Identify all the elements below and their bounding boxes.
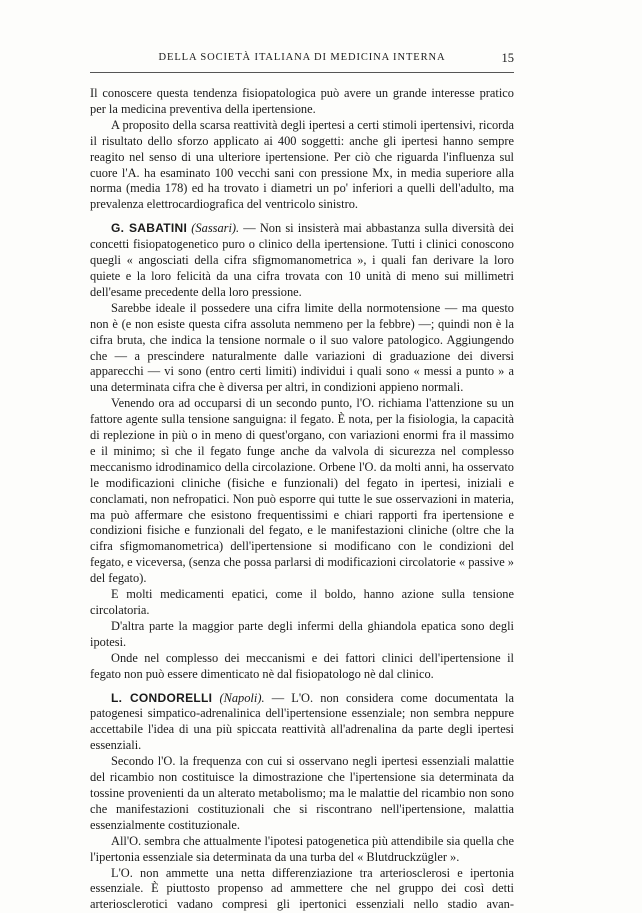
running-header xyxy=(90,52,514,68)
speaker-place: (Sassari). xyxy=(191,221,239,235)
article-body xyxy=(90,86,514,913)
paragraph: D'altra parte la maggior parte degli infermi della ghiandola epatica sono degli ipotesi. xyxy=(90,619,514,651)
paragraph-text: — L'O. non considera come documentata la patogenesi simpatico-adrenalinica dell'ipertensione essenziale; non sembra neppure accettabile l'idea di una più spiccata reattività all'adrenalina da parte degli ipertesi essenziali. xyxy=(90,691,514,753)
header-rule xyxy=(90,72,514,73)
paragraph: L'O. non ammette una netta differenziazione tra arteriosclerosi e ipertonia essenziale. È piuttosto propenso ad ammettere che nel gruppo dei così detti arteriosclerotici vadano compresi gli ipertonici essenziali nello stadio avan- xyxy=(90,866,514,913)
paragraph: Onde nel complesso dei meccanismi e dei fattori clinici dell'ipertensione il fegato non può essere dimenticato nè dal fisiopatologo nè dal clinico. xyxy=(90,651,514,683)
paragraph: All'O. sembra che attualmente l'ipotesi patogenetica più attendibile sia quella che l'ipertonia essenziale sia determinata da una turba del « Blutdruckzügler ». xyxy=(90,834,514,866)
paragraph: A proposito della scarsa reattività degli ipertesi a certi stimoli ipertensivi, ricorda il risultato dello sforzo applicato ai 400 soggetti: anche gli ipertesi hanno sempre reagito nel senso di una ulteriore ipertensione. Per ciò che riguarda l'influenza sul cuore l'A. ha esaminato 100 vecchi sani con pressione Mx, in media superiore alla norma (media 178) ed ha trovato i diametri un po' inferiori a quelli dell'adulto, ma prevalenza elettrocardiografica del ventricolo sinistro. xyxy=(90,118,514,213)
paragraph: E molti medicamenti epatici, come il boldo, hanno azione sulla tensione circolatoria. xyxy=(90,587,514,619)
paragraph: Venendo ora ad occuparsi di un secondo punto, l'O. richiama l'attenzione su un fattore agente sulla tensione sanguigna: il fegato. È nota, per la fisiologia, la capacità di replezione in più o in meno di quest'organo, con variazioni enormi fra il massimo e il minimo; sì che il fegato funge anche da valvola di sicurezza nel complesso meccanismo idrodinamico della circolazione. Orbene l'O. da molti anni, ha osservato le modificazioni cliniche (fisiche e funzionali) del fegato in ipertesi, iniziali e conclamati, non nefropatici. Non può esporre qui tutte le sue osservazioni in materia, ma può affermare che esistono frequentissimi e chiari rapporti fra ipertensione e condizioni fisiche e funzionali del fegato, e le manifestazioni cliniche (oltre che la cifra sfigmomanometrica) dell'ipertensione si modificano con le condizioni del fegato, e viceversa, (senza che possa parlarsi di modificazioni circolatorie « passive » del fegato). xyxy=(90,396,514,587)
journal-title: DELLA SOCIETÀ ITALIANA DI MEDICINA INTERNA xyxy=(90,52,514,63)
speaker-name: L. CONDORELLI xyxy=(111,691,212,705)
paragraph: Secondo l'O. la frequenza con cui si osservano negli ipertesi essenziali malattie del ricambio non costituisce la dimostrazione che l'ipertensione sia determinata da tossine provenienti da un alterato metabolismo; ma le malattie del ricambio non sono che manifestazioni costituzionali che si riscontrano nell'ipertensione, malattia essenzialmente costituzionale. xyxy=(90,754,514,834)
paragraph: Sarebbe ideale il possedere una cifra limite della normotensione — ma questo non è (e non esiste questa cifra assoluta nemmeno per la febbre) —; quindi non è la cifra bruta, che indica la tensione normale o il suo valore patologico. Aggiungendo che — a prescindere naturalmente dalle variazioni di graduazione dei diversi apparecchi — vi sono (entro certi limiti) individui i quali sono « messi a punto » a una determinata cifra che è diversa per altri, in condizioni appieno normali. xyxy=(90,301,514,396)
paragraph: Il conoscere questa tendenza fisiopatologica può avere un grande interesse pratico per la medicina preventiva della ipertensione. xyxy=(90,86,514,118)
page-number: 15 xyxy=(502,51,515,66)
speaker-place: (Napoli). xyxy=(219,691,264,705)
speaker-paragraph-condorelli xyxy=(90,691,514,755)
speaker-name: G. SABATINI xyxy=(111,221,187,235)
paragraph-text: — Non si insisterà mai abbastanza sulla diversità dei concetti fisiopatogenetico puro o clinico della ipertensione. Tutti i clinici conoscono quegli « angosciati della cifra sfigmomanometrica », i quali fan derivare la loro quiete e la loro felicità da una cifra trovata con 10 unità di meno sui millimetri dell'esame precedente della loro pressione. xyxy=(90,221,514,299)
speaker-paragraph-sabatini xyxy=(90,221,514,301)
